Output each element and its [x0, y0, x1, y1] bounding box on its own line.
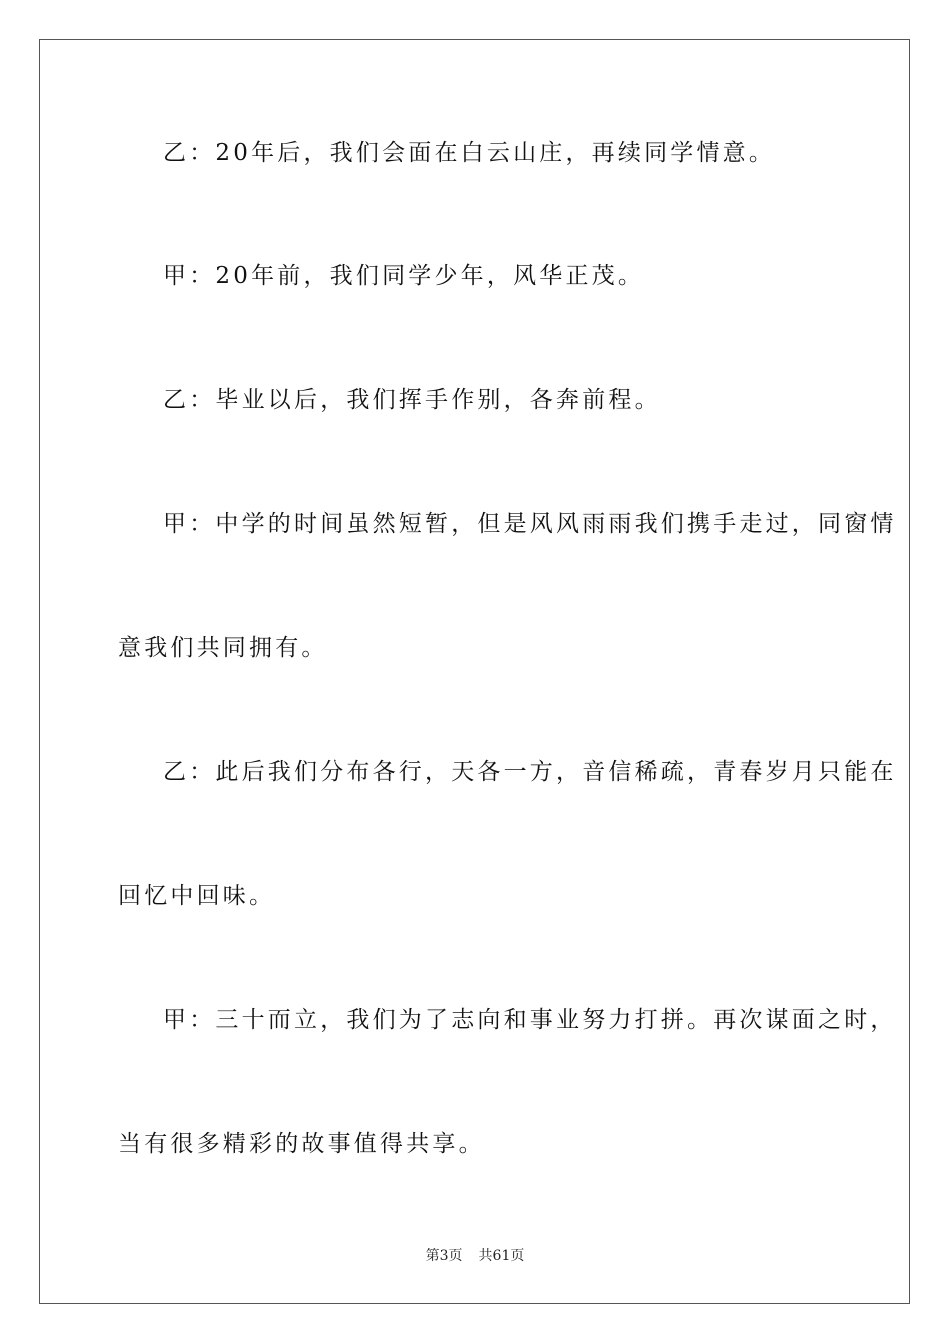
page-frame — [39, 39, 910, 1304]
dialogue-line-6: 甲：三十而立，我们为了志向和事业努力打拼。再次谋面之时， — [163, 1007, 897, 1033]
dialogue-line-2: 甲：20年前，我们同学少年，风华正茂。 — [163, 263, 645, 289]
page-total: 共61页 — [478, 1248, 525, 1264]
dialogue-line-1: 乙：20年后，我们会面在白云山庄，再续同学情意。 — [163, 140, 776, 166]
dialogue-line-3: 乙：毕业以后，我们挥手作别，各奔前程。 — [163, 387, 661, 413]
dialogue-line-6-continued: 当有很多精彩的故事值得共享。 — [118, 1131, 485, 1157]
page-footer — [0, 1246, 950, 1266]
page-number: 第3页 — [425, 1248, 463, 1264]
dialogue-line-5-continued: 回忆中回味。 — [118, 883, 276, 909]
dialogue-line-4-continued: 意我们共同拥有。 — [118, 635, 328, 661]
dialogue-line-5: 乙：此后我们分布各行，天各一方，音信稀疏，青春岁月只能在 — [163, 759, 897, 785]
dialogue-line-4: 甲：中学的时间虽然短暂，但是风风雨雨我们携手走过，同窗情 — [163, 511, 897, 537]
